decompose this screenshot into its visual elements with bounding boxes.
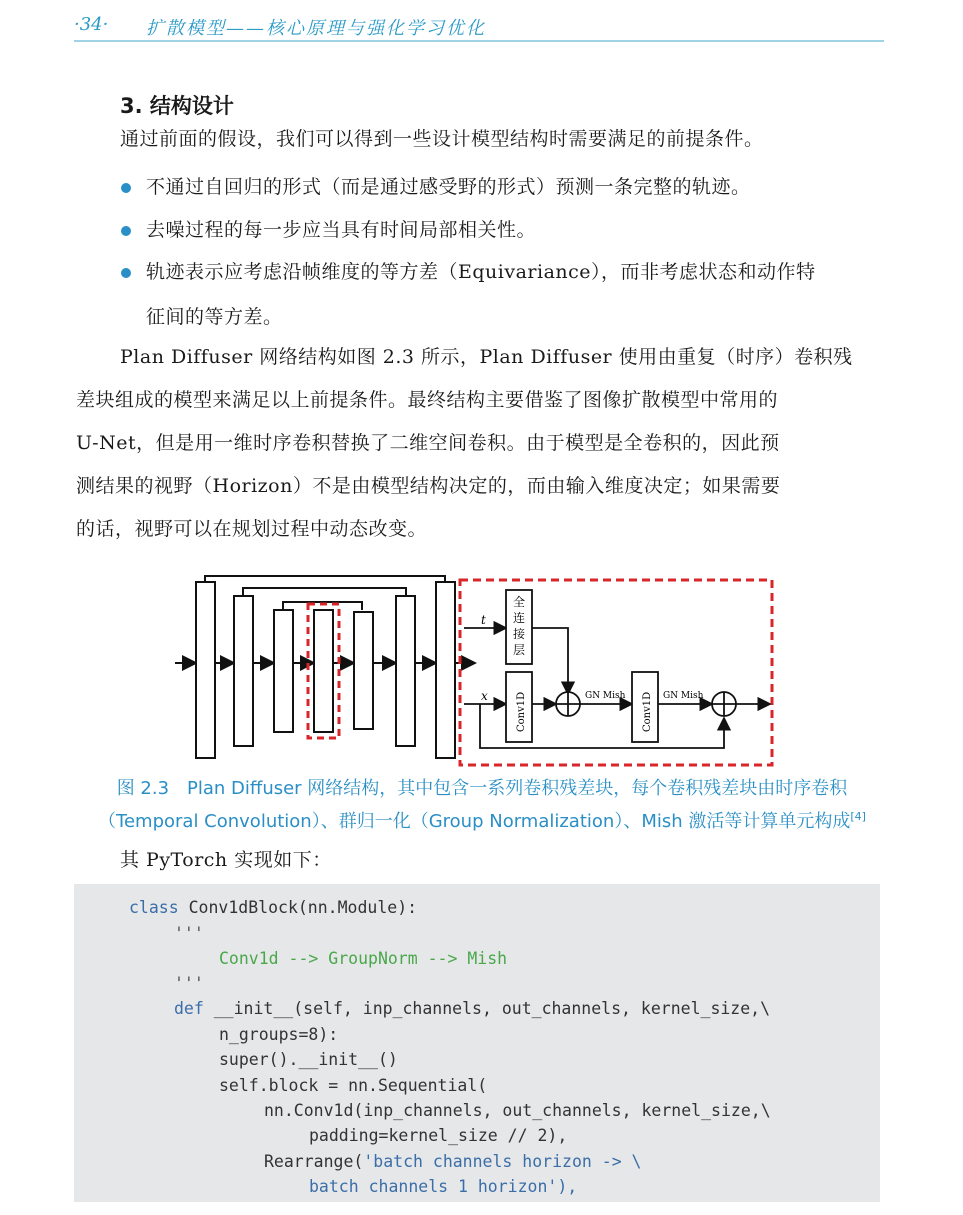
code-line	[264, 1152, 642, 1171]
code-string: batch channels 1 horizon'),	[309, 1177, 578, 1196]
bullet-item: 去噪过程的每一步应当具有时间局部相关性。	[146, 219, 537, 241]
intro-text: 通过前面的假设，我们可以得到一些设计模型结构时需要满足的前提条件。	[120, 128, 764, 150]
gn-mish-label: GN Mish	[585, 691, 626, 701]
caption-line: （Temporal Convolution）、群归一化（Group Normalization）、Mish 激活等计算单元构成	[98, 811, 851, 832]
bullet-icon	[121, 183, 131, 193]
page-number: ·34·	[74, 14, 109, 35]
code-text: Conv1dBlock(nn.Module):	[178, 898, 418, 917]
code-line	[129, 898, 417, 917]
network-diagram	[170, 570, 790, 770]
page-header	[74, 8, 884, 42]
section-heading: 3. 结构设计	[120, 94, 234, 118]
paragraph-line: 测结果的视野（Horizon）不是由模型结构决定的，而由输入维度决定；如果需要	[76, 475, 781, 497]
code-line: padding=kernel_size // 2),	[309, 1126, 568, 1145]
fc-label-char: 接	[513, 627, 526, 641]
figure-caption	[72, 775, 892, 836]
x-label: x	[481, 689, 488, 703]
code-docstring: Conv1d --> GroupNorm --> Mish	[219, 949, 508, 968]
fc-label-char: 层	[513, 643, 526, 657]
caption-line-2	[72, 803, 892, 836]
paragraph-line: Plan Diffuser 网络结构如图 2.3 所示，Plan Diffuser 使用由重复（时序）卷积残	[120, 346, 853, 368]
code-line: nn.Conv1d(inp_channels, out_channels, kernel_size,\	[264, 1101, 771, 1120]
code-line: '''	[174, 924, 204, 943]
code-line: n_groups=8):	[219, 1025, 339, 1044]
fc-label-char: 全	[513, 595, 526, 609]
caption-line: 图 2.3 Plan Diffuser 网络结构，其中包含一系列卷积残差块，每个卷积残差块由时序卷积	[116, 778, 848, 799]
code-line: self.block = nn.Sequential(	[219, 1076, 488, 1095]
code-keyword: class	[129, 898, 179, 917]
conv1d-label: Conv1D	[642, 691, 653, 732]
t-label: t	[481, 613, 486, 627]
bullet-item: 轨迹表示应考虑沿帧维度的等方差（Equivariance），而非考虑状态和动作特	[146, 261, 816, 283]
paragraph-line: U-Net，但是用一维时序卷积替换了二维空间卷积。由于模型是全卷积的，因此预	[76, 432, 780, 454]
code-line: '''	[174, 974, 204, 993]
fc-label-char: 连	[513, 611, 526, 625]
gn-mish-label: GN Mish	[663, 691, 704, 701]
code-text: __init__(self, inp_channels, out_channels, kernel_size,\	[203, 999, 771, 1018]
paragraph-line: 差块组成的模型来满足以上前提条件。最终结构主要借鉴了图像扩散模型中常用的	[76, 389, 779, 411]
code-text: Rearrange(	[264, 1152, 364, 1171]
code-block	[74, 884, 880, 1202]
caption-reference: [4]	[850, 810, 866, 823]
code-line	[174, 999, 770, 1018]
code-intro: 其 PyTorch 实现如下：	[120, 849, 332, 871]
bullet-item-continued: 征间的等方差。	[146, 306, 283, 328]
bullet-icon	[121, 226, 131, 236]
conv1d-label: Conv1D	[516, 691, 527, 732]
code-string: 'batch channels horizon -> \	[363, 1152, 642, 1171]
bullet-item: 不通过自回归的形式（而是通过感受野的形式）预测一条完整的轨迹。	[146, 176, 751, 198]
code-keyword: def	[174, 999, 204, 1018]
paragraph-line: 的话，视野可以在规划过程中动态改变。	[76, 518, 428, 540]
running-title: 扩散模型——核心原理与强化学习优化	[146, 18, 486, 39]
bullet-icon	[121, 268, 131, 278]
code-line: super().__init__()	[219, 1050, 398, 1069]
